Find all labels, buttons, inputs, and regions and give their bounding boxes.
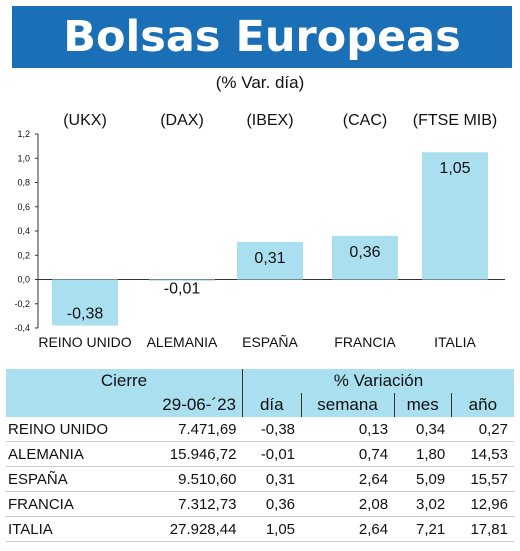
variacion-header: % Variación: [243, 369, 515, 393]
row-cierre: 7.471,69: [143, 417, 243, 442]
row-dia: 0,31: [243, 467, 302, 492]
row-ano: 17,81: [451, 517, 514, 542]
y-tick-label: 0,8: [17, 177, 30, 188]
row-semana: 0,74: [301, 442, 394, 467]
y-tick-label: 0,6: [17, 201, 30, 212]
ticker-label: (FTSE MIB): [412, 112, 498, 129]
row-dia: -0,38: [243, 417, 302, 442]
table-row: [6, 467, 514, 492]
row-mes: 7,21: [394, 517, 451, 542]
table-header-row-2: [6, 393, 514, 417]
row-ano: 0,27: [451, 417, 514, 442]
ticker-label: (UKX): [63, 112, 107, 129]
row-cierre: 7.312,73: [143, 492, 243, 517]
row-mes: 1,80: [394, 442, 451, 467]
bar-value-label: 0,36: [349, 243, 381, 261]
y-tick-label: 0,4: [17, 226, 30, 236]
row-semana: 2,08: [301, 492, 394, 517]
table-row: [6, 492, 514, 517]
y-tick-label: -0,2: [14, 298, 30, 309]
y-tick-label: -0,4: [14, 323, 30, 333]
dia-header: día: [243, 393, 302, 417]
y-tick-label: 1,2: [17, 129, 30, 139]
date-header: 29-06-´23: [6, 393, 243, 417]
row-dia: 0,36: [243, 492, 302, 517]
bar-value-label: 0,31: [254, 249, 286, 267]
ano-header: año: [451, 393, 514, 417]
ticker-label: (IBEX): [246, 112, 294, 129]
row-name: FRANCIA: [6, 492, 143, 517]
bar-value-label: 1,05: [439, 160, 471, 178]
table-row: [6, 417, 514, 442]
y-tick-label: 0,0: [17, 274, 30, 285]
y-tick-label: 1,0: [17, 153, 30, 164]
ticker-label: (DAX): [160, 112, 204, 129]
title-banner: [12, 6, 512, 68]
chart-subtitle: (% Var. día): [215, 73, 305, 92]
category-label: ALEMANIA: [146, 334, 218, 350]
row-name: ITALIA: [6, 517, 143, 542]
row-semana: 0,13: [301, 417, 394, 442]
ticker-label: (CAC): [342, 112, 388, 129]
market-table: [6, 369, 514, 542]
cierre-header: Cierre: [6, 369, 243, 393]
row-ano: 14,53: [451, 442, 514, 467]
category-label: REINO UNIDO: [38, 334, 132, 350]
bar-value-label: -0,38: [66, 305, 104, 323]
y-tick-label: 0,2: [17, 250, 30, 261]
row-name: ALEMANIA: [6, 442, 143, 467]
semana-header: semana: [301, 393, 394, 417]
mes-header: mes: [394, 393, 451, 417]
row-name: REINO UNIDO: [6, 417, 143, 442]
row-ano: 15,57: [451, 467, 514, 492]
category-label: ESPAÑA: [242, 334, 298, 350]
bar-value-label: -0,01: [163, 280, 201, 298]
row-cierre: 27.928,44: [143, 517, 243, 542]
row-semana: 2,64: [301, 467, 394, 492]
table-row: [6, 442, 514, 467]
table-row: [6, 517, 514, 542]
row-mes: 5,09: [394, 467, 451, 492]
table-header-row-1: [6, 369, 514, 393]
row-cierre: 15.946,72: [143, 442, 243, 467]
row-semana: 2,64: [301, 517, 394, 542]
row-name: ESPAÑA: [6, 467, 143, 492]
row-ano: 12,96: [451, 492, 514, 517]
category-label: FRANCIA: [334, 334, 396, 350]
row-mes: 3,02: [394, 492, 451, 517]
row-dia: 1,05: [243, 517, 302, 542]
page-title: Bolsas Europeas: [63, 12, 461, 62]
bar-chart: [0, 98, 520, 354]
row-dia: -0,01: [243, 442, 302, 467]
row-mes: 0,34: [394, 417, 451, 442]
row-cierre: 9.510,60: [143, 467, 243, 492]
category-label: ITALIA: [434, 334, 476, 350]
